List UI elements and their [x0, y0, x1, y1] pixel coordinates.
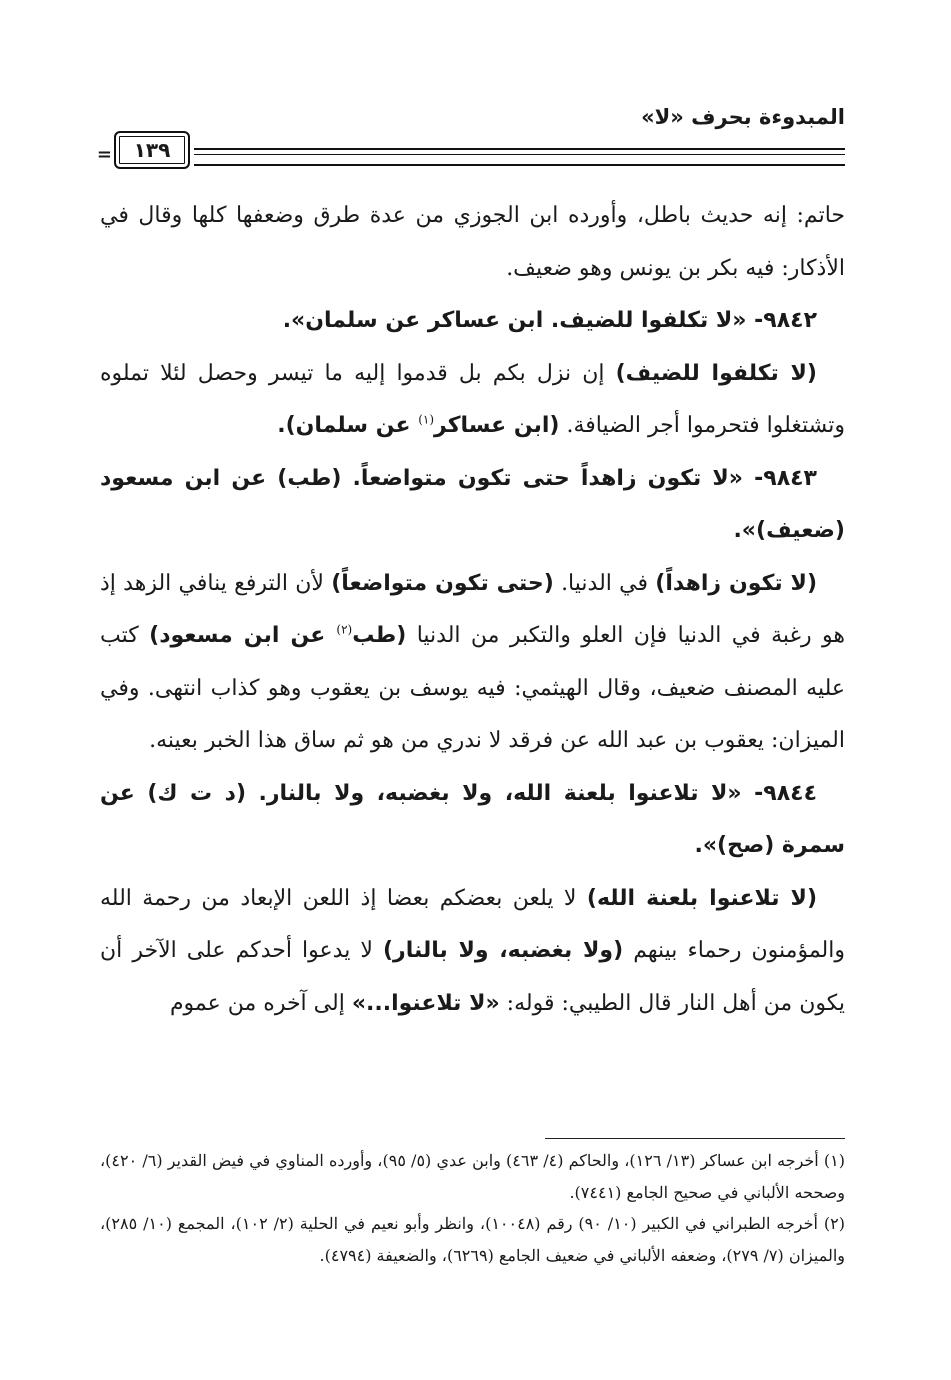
rule-end-mark: = — [96, 144, 112, 165]
lemma: (لا تلاعنوا بلعنة الله) — [586, 885, 817, 911]
page-number: ١٣٩ — [114, 131, 190, 169]
book-page — [96, 95, 846, 1325]
running-title: المبدوءة بحرف «لا» — [641, 105, 845, 129]
hadith-entry-9842 — [100, 295, 845, 348]
commentary-text: في الدنيا. — [553, 570, 656, 596]
continuation-text: حاتم: إنه حديث باطل، وأورده ابن الجوزي من عدة طرق وضعفها كلها وقال في الأذكار: فيه بكر بن يونس وهو ضعيف. — [100, 203, 845, 281]
footnotes — [100, 1145, 845, 1271]
commentary-9843 — [100, 558, 845, 768]
entry-number: ٩٨٤٤- — [754, 780, 817, 806]
lemma: (لا تكون زاهداً) — [655, 570, 817, 596]
commentary-9844 — [100, 873, 845, 1031]
header-double-rule — [194, 148, 845, 166]
lemma: «لا تلاعنوا...» — [351, 990, 500, 1016]
lemma: (ولا بغضبه، ولا بالنار) — [383, 938, 624, 963]
paragraph-continuation — [100, 190, 845, 295]
commentary-text: لا يدعوا أحدكم على الآخر أن يكون من أهل النار قال الطيبي: قوله: — [100, 938, 845, 1016]
lemma: (لا تكلفوا للضيف) — [615, 360, 817, 386]
commentary-text: إن نزل بكم بل قدموا إليه ما تيسر وحصل لئلا تملوه وتشتغلوا فتحرموا أجر الضيافة. — [100, 360, 845, 438]
hadith-entry-9843 — [100, 453, 845, 558]
source-ref-rest: عن سلمان). — [277, 413, 419, 438]
commentary-text: إلى آخره من عموم — [169, 990, 352, 1016]
commentary-text: لا يلعن بعضكم بعضا إذ اللعن الإبعاد من رحمة الله والمؤمنون رحماء بينهم — [100, 885, 845, 963]
commentary-text: لأن الترفع ينافي الزهد إذ هو رغبة في الدنيا فإن العلو والتكبر من الدنيا — [100, 570, 846, 648]
footnote-1: (١) أخرجه ابن عساكر (١٣/ ١٢٦)، والحاكم (٤/ ٤٦٣) وابن عدي (٥/ ٩٥)، وأورده المناوي في فيض القدير (٦/ ٤٢٠)، وصححه الألباني في صحيح الجامع (٧٤٤١). — [100, 1151, 845, 1202]
lemma: (حتى تكون متواضعاً) — [331, 570, 554, 596]
footnote-marker-2[interactable]: (٢) — [336, 622, 353, 637]
entry-number: ٩٨٤٢- — [754, 308, 817, 333]
entry-text: «لا تكلفوا للضيف. ابن عساكر عن سلمان». — [282, 308, 747, 333]
commentary-9842 — [100, 348, 845, 453]
footnote-separator — [545, 1138, 845, 1139]
hadith-entry-9844 — [100, 768, 845, 873]
commentary-text: كتب عليه المصنف ضعيف، وقال الهيثمي: فيه يوسف بن يعقوب وهو كذاب انتهى. وفي الميزان: يعقوب بن عبد الله عن فرقد لا ندري من هو ثم ساق هذا الخبر بعينه. — [100, 623, 845, 753]
source-ref: (ابن عساكر — [434, 413, 560, 438]
footnote-marker-1[interactable]: (١) — [418, 412, 435, 427]
source-ref-rest: عن ابن مسعود) — [149, 623, 337, 648]
footnote-2: (٢) أخرجه الطبراني في الكبير (١٠/ ٩٠) رقم (١٠٠٤٨)، وانظر وأبو نعيم في الحلية (٢/ ١٠٢)، المجمع (١٠/ ٢٨٥)، والميزان (٧/ ٢٧٩)، وضعفه الألباني في ضعيف الجامع (٦٢٦٩)، والضعيفة (٤٧٩٤). — [100, 1214, 845, 1265]
entry-text: «لا تلاعنوا بلعنة الله، ولا بغضبه، ولا بالنار. (د ت ك) عن سمرة (صح)». — [100, 780, 845, 858]
entry-number: ٩٨٤٣- — [754, 465, 817, 491]
header-rule — [96, 138, 845, 169]
entry-text: «لا تكون زاهداً حتى تكون متواضعاً. (طب) عن ابن مسعود (ضعيف)». — [100, 465, 845, 543]
main-text — [100, 190, 845, 1030]
source-ref: (طب — [352, 623, 407, 648]
